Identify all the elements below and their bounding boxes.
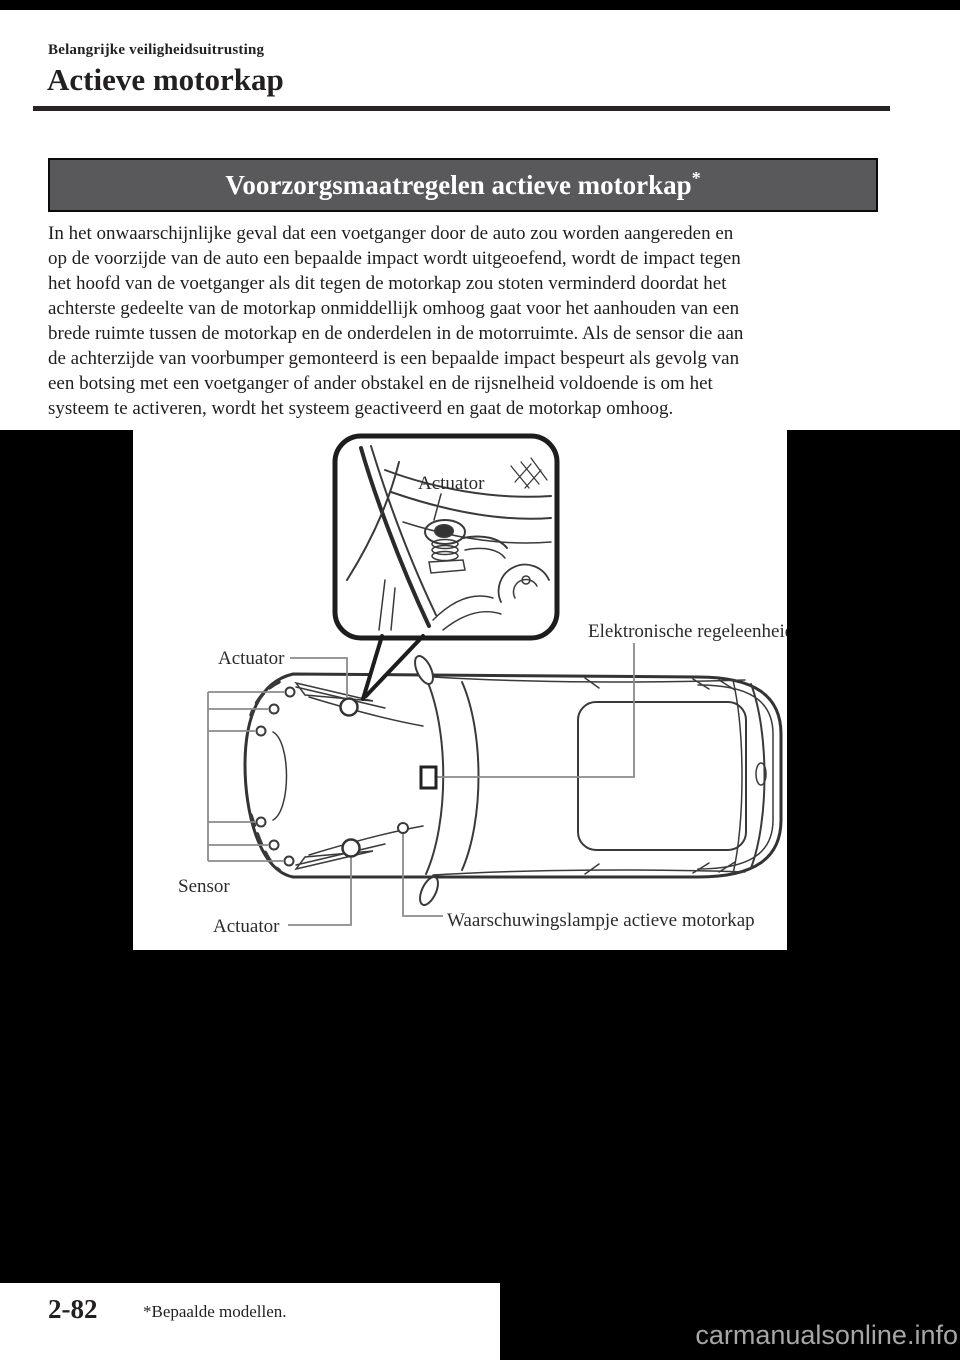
watermark: carmanualsonline.info — [695, 1320, 958, 1350]
banner-asterisk: * — [691, 167, 701, 188]
side-mirror-bottom — [416, 874, 441, 907]
inset-actuator-label: Actuator — [418, 473, 485, 494]
impact-sensors — [257, 688, 295, 866]
precaution-banner — [48, 158, 878, 212]
active-hood-diagram — [133, 430, 787, 950]
side-mirror-top — [411, 653, 436, 686]
car-top-view-figure — [133, 430, 787, 950]
body-line: achterste gedeelte van de motorkap onmiddellijk omhoog gaat voor het aanhouden van een — [48, 298, 740, 319]
scan-top-bar — [0, 0, 960, 10]
body-line: In het onwaarschijnlijke geval dat een voetganger door de auto zou worden aangereden en — [48, 223, 734, 244]
ecu-leader — [435, 643, 634, 777]
warning-lamp-label: Waarschuwingslampje actieve motorkap — [447, 910, 755, 931]
actuator-top-leader — [290, 658, 347, 697]
body-paragraph — [48, 221, 880, 421]
actuator-bottom-label: Actuator — [213, 916, 280, 937]
actuator-top-marker — [341, 699, 358, 716]
header-rule — [33, 106, 890, 111]
body-line: systeem te activeren, wordt het systeem geactiveerd en gaat de motorkap omhoog. — [48, 398, 674, 419]
body-line: een botsing met een voetganger of ander obstakel en de rijsnelheid voldoende is om het — [48, 373, 713, 394]
page-number: 2-82 — [48, 1294, 98, 1324]
page-title: Actieve motorkap — [47, 62, 284, 97]
section-eyebrow: Belangrijke veiligheidsuitrusting — [48, 42, 265, 58]
warning-lamp-marker — [398, 823, 408, 833]
actuator-bottom-marker — [343, 840, 360, 857]
footer-area — [0, 1283, 500, 1360]
body-line: de achterzijde van voorbumper gemonteerd is een bepaalde impact bespeurt als gevolg van — [48, 348, 740, 369]
body-line: brede ruimte tussen de motorkap en de onderdelen in de motorruimte. Als de sensor die aan — [48, 323, 744, 344]
ecu-label: Elektronische regeleenheid — [588, 621, 787, 642]
actuator-top-label: Actuator — [218, 648, 285, 669]
body-line: op de voorzijde van de auto een bepaalde impact wordt uitgeoefend, wordt de impact tegen — [48, 248, 741, 269]
precaution-banner-text: Voorzorgsmaatregelen actieve motorkap* — [225, 167, 701, 200]
footnote: *Bepaalde modellen. — [143, 1302, 287, 1321]
actuator-inset-callout — [335, 436, 557, 699]
car-line-art — [245, 653, 781, 907]
body-line: het hoofd van de voetganger als dit tegen de motorkap zou stoten verminderd doordat het — [48, 273, 727, 294]
sensor-label: Sensor — [178, 876, 230, 897]
ecu-box — [421, 767, 436, 788]
